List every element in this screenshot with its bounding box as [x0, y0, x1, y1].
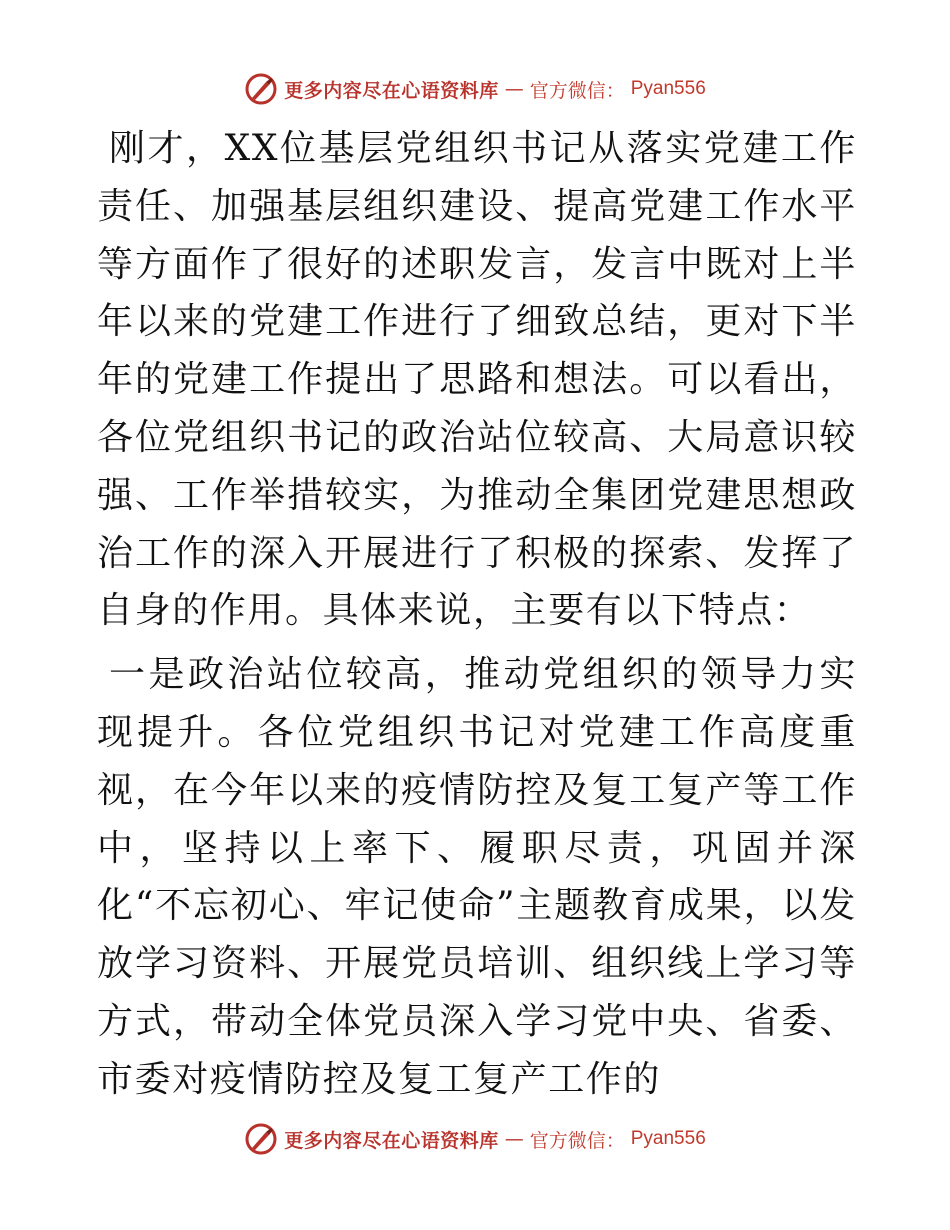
header-banner — [0, 72, 950, 106]
banner-wechat-id: Pyan556 — [630, 1128, 706, 1149]
pen-logo-icon — [244, 72, 278, 106]
paragraph-point-one: 一是政治站位较高，推动党组织的领导力实现提升。各位党组织书记对党建工作高度重视，在今年以来的疫情防控及复工复产等工作中，坚持以上率下、履职尽责，巩固并深化“不忘初心、牢记使命”主题教育成果，以发放学习资料、开展党员培训、组织线上学习等方式，带动全体党员深入学习党中央、省委、市委对疫情防控及复工复产工作的 — [97, 654, 857, 1100]
banner-separator: — — [504, 78, 524, 100]
pen-logo-icon — [244, 1122, 278, 1156]
document-body — [97, 120, 857, 1109]
paragraph-intro: 刚才，XX位基层党组织书记从落实党建工作责任、加强基层组织建设、提高党建工作水平等方面作了很好的述职发言，发言中既对上半年以来的党建工作进行了细致总结，更对下半年的党建工作提出了思路和想法。可以看出，各位党组织书记的政治站位较高、大局意识较强、工作举措较实，为推动全集团党建思想政治工作的深入开展进行了积极的探索、发挥了自身的作用。具体来说，主要有以下特点： — [97, 128, 857, 632]
banner-separator: — — [504, 1128, 524, 1150]
banner-wechat-id: Pyan556 — [630, 78, 706, 99]
banner-wechat-label: 官方微信： — [529, 1129, 625, 1152]
banner-title: 更多内容尽在心语资料库 — [284, 79, 499, 102]
banner-wechat-label: 官方微信： — [529, 79, 625, 102]
footer-banner — [0, 1122, 950, 1156]
banner-title: 更多内容尽在心语资料库 — [284, 1129, 499, 1152]
